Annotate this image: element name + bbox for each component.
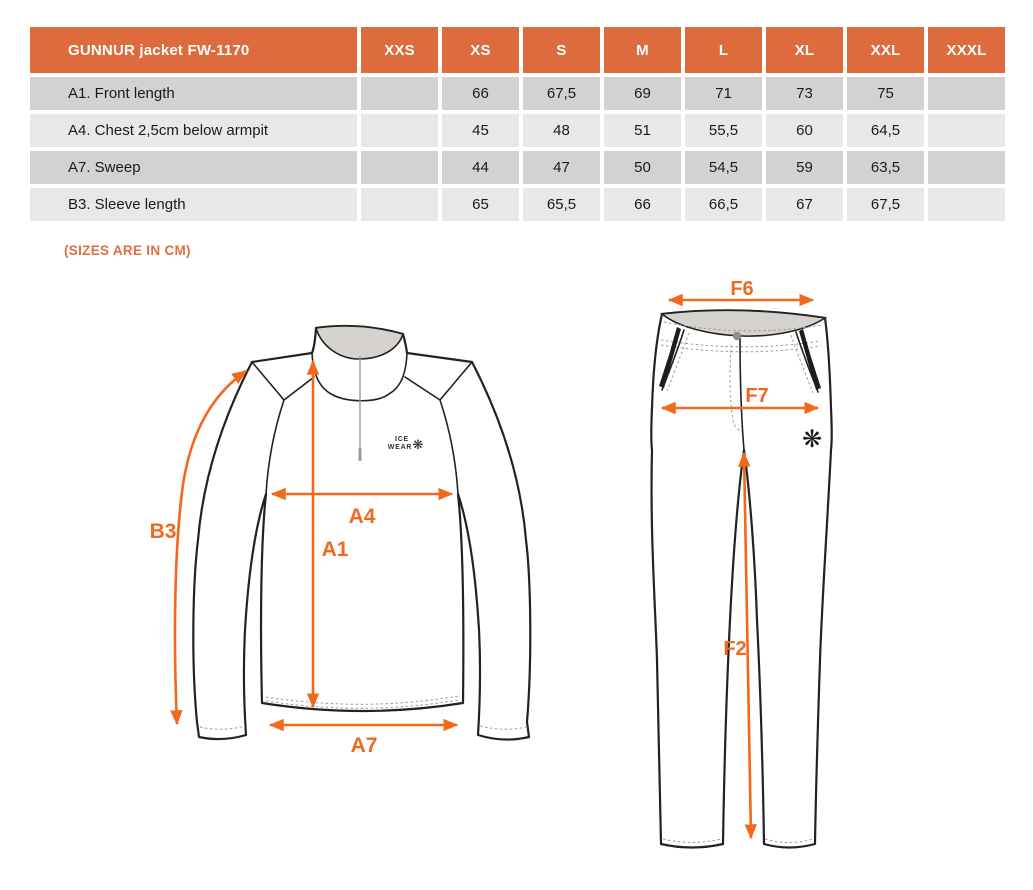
sweep-label: A7: [350, 734, 378, 757]
size-cell: 69: [604, 77, 681, 110]
hip-label: F7: [745, 385, 769, 407]
inseam-label: F2: [723, 638, 747, 660]
col-header-xs: XS: [442, 27, 519, 73]
size-cell: 66: [442, 77, 519, 110]
size-cell: 54,5: [685, 151, 762, 184]
size-cell: 45: [442, 114, 519, 147]
size-cell: 67: [766, 188, 843, 221]
col-header-s: S: [523, 27, 600, 73]
pants-button: [733, 332, 741, 340]
chest-label: A4: [348, 505, 376, 528]
jacket-cuff-stitch: [200, 726, 526, 729]
size-cell: 59: [766, 151, 843, 184]
icewear-logo-line2: WEAR: [387, 444, 413, 451]
icewear-logo-line1: ICE: [394, 436, 410, 443]
size-cell: 50: [604, 151, 681, 184]
row-label: A7. Sweep: [30, 151, 357, 184]
size-cell: 44: [442, 151, 519, 184]
pants-diagram: [651, 278, 832, 848]
waist-label: F6: [730, 278, 754, 300]
pants-snowflake-logo-icon: ❋: [801, 426, 823, 453]
size-cell: 71: [685, 77, 762, 110]
jacket-diagram: [150, 326, 531, 757]
col-header-m: M: [604, 27, 681, 73]
size-cell: 65,5: [523, 188, 600, 221]
size-cell: 55,5: [685, 114, 762, 147]
size-cell: 47: [523, 151, 600, 184]
size-cell: 73: [766, 77, 843, 110]
col-header-l: L: [685, 27, 762, 73]
sizes-in-cm-note: (SIZES ARE IN CM): [64, 243, 191, 258]
col-header-xxl: XXL: [847, 27, 924, 73]
size-cell: 64,5: [847, 114, 924, 147]
size-cell: 63,5: [847, 151, 924, 184]
col-header-xl: XL: [766, 27, 843, 73]
size-cell: 48: [523, 114, 600, 147]
size-cell: 66: [604, 188, 681, 221]
size-cell: 60: [766, 114, 843, 147]
col-header-xxs: XXS: [361, 27, 438, 73]
size-cell: 67,5: [523, 77, 600, 110]
row-label: A1. Front length: [30, 77, 357, 110]
sleeve-length-label: B3: [149, 520, 177, 543]
icewear-logo-snowflake-icon: ❋: [412, 437, 424, 452]
size-cell: 51: [604, 114, 681, 147]
size-cell: 67,5: [847, 188, 924, 221]
size-cell: 66,5: [685, 188, 762, 221]
col-header-xxxl: XXXL: [928, 27, 1005, 73]
jacket-outline: [193, 326, 530, 740]
front-length-label: A1: [321, 538, 349, 561]
row-label: A4. Chest 2,5cm below armpit: [30, 114, 357, 147]
size-table-title: GUNNUR jacket FW-1170: [30, 27, 357, 73]
size-cell: 65: [442, 188, 519, 221]
size-cell: 75: [847, 77, 924, 110]
row-label: B3. Sleeve length: [30, 188, 357, 221]
